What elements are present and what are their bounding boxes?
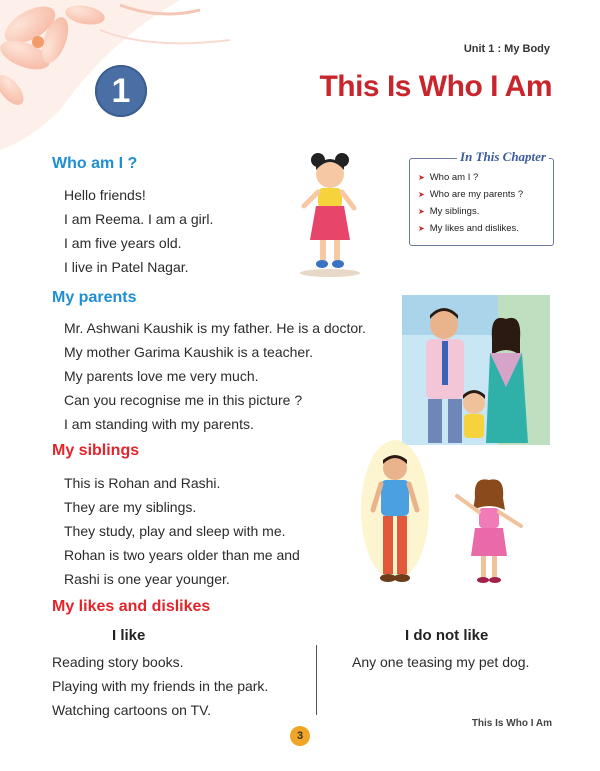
list-item: ➤ Who am I ? xyxy=(418,172,479,183)
family-illustration xyxy=(402,295,550,445)
section-heading-who-am-i: Who am I ? xyxy=(52,155,138,172)
i-do-not-like-header: I do not like xyxy=(405,627,489,644)
my-siblings-text: This is Rohan and Rashi. They are my siblings. They study, play and sleep with me. Rohan is two years older than me and Rashi is one year younger. xyxy=(64,475,300,587)
likes-list: Reading story books. Playing with my friends in the park. Watching cartoons on TV. xyxy=(52,654,269,718)
chapter-number-badge: 1 xyxy=(95,65,147,117)
bullet-icon: ➤ xyxy=(418,207,425,216)
my-parents-text: Mr. Ashwani Kaushik is my father. He is a doctor. My mother Garima Kaushik is a teacher. My parents love me very much. Can you recognise me in this picture ? I am standing with my parents. xyxy=(64,320,366,432)
dislikes-list: Any one teasing my pet dog. xyxy=(352,654,530,670)
bullet-icon: ➤ xyxy=(418,173,425,182)
column-divider xyxy=(316,645,317,715)
list-item: ➤ My likes and dislikes. xyxy=(418,223,519,234)
girl-reema-illustration xyxy=(290,148,370,278)
list-item: ➤ My siblings. xyxy=(418,206,480,217)
flower-corner-decoration xyxy=(0,0,300,150)
in-this-chapter-box xyxy=(409,149,554,246)
chapter-title: This Is Who I Am xyxy=(319,70,552,103)
bullet-icon: ➤ xyxy=(418,190,425,199)
section-heading-my-parents: My parents xyxy=(52,289,137,306)
chapter-contents-list xyxy=(410,159,553,237)
who-am-i-text: Hello friends! I am Reema. I am a girl. I am five years old. I live in Patel Nagar. xyxy=(64,187,214,275)
page-number-badge: 3 xyxy=(290,726,310,746)
section-heading-my-siblings: My siblings xyxy=(52,442,140,459)
in-this-chapter-title: In This Chapter xyxy=(457,149,549,165)
list-item: ➤ Who are my parents ? xyxy=(418,189,524,200)
section-heading-likes-dislikes: My likes and dislikes xyxy=(52,598,211,615)
siblings-illustration xyxy=(365,450,550,590)
i-like-header: I like xyxy=(112,627,146,644)
unit-label: Unit 1 : My Body xyxy=(463,43,550,55)
footer-title: This Is Who I Am xyxy=(471,718,552,729)
bullet-icon: ➤ xyxy=(418,224,425,233)
